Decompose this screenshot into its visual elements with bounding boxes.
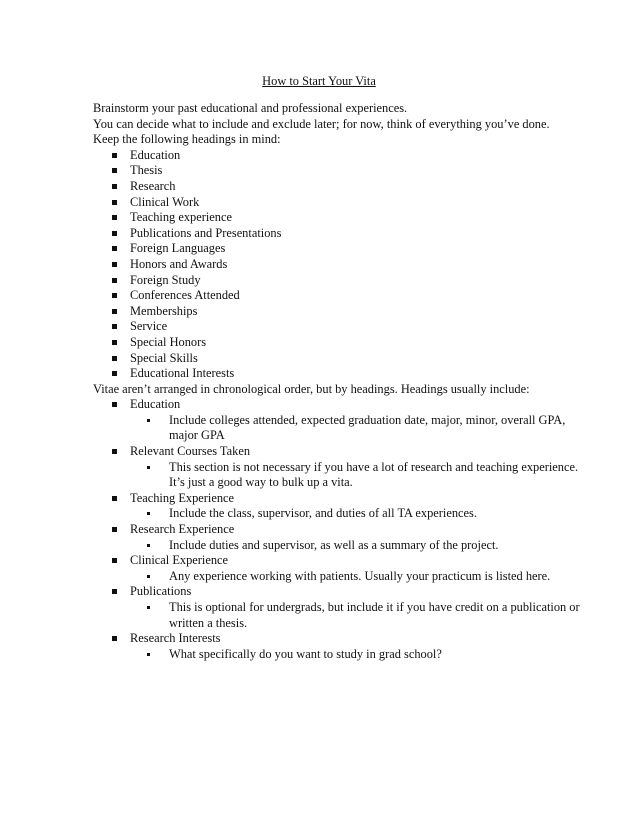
list-item bbox=[93, 273, 593, 289]
list-item-label: Educational Interests bbox=[130, 366, 235, 381]
square-bullet-icon bbox=[112, 278, 117, 283]
square-bullet-icon bbox=[112, 200, 117, 205]
sections-list bbox=[93, 397, 593, 662]
intro-line-1: Brainstorm your past educational and professional experiences. bbox=[93, 101, 408, 115]
small-bullet-icon bbox=[147, 544, 150, 547]
square-bullet-icon bbox=[112, 527, 117, 532]
list-item-label: Service bbox=[130, 319, 168, 334]
square-bullet-icon bbox=[112, 402, 117, 407]
list-item bbox=[93, 195, 593, 211]
square-bullet-icon bbox=[112, 246, 117, 251]
section-item bbox=[93, 631, 593, 662]
intro-line-3: Keep the following headings in mind: bbox=[93, 132, 281, 147]
section-note-text: This section is not necessary if you have a lot of research and teaching experience. It’s just a good way to bulk up a vita. bbox=[169, 459, 579, 490]
section-heading: Research Interests bbox=[130, 631, 221, 646]
list-item bbox=[93, 210, 593, 226]
square-bullet-icon bbox=[112, 496, 117, 501]
list-item bbox=[93, 304, 593, 320]
vitae-note: Vitae aren’t arranged in chronological order, but by headings. Headings usually include: bbox=[93, 381, 530, 396]
list-item-label: Education bbox=[130, 147, 181, 162]
section-item bbox=[93, 491, 593, 522]
section-note bbox=[130, 569, 593, 585]
small-bullet-icon bbox=[147, 466, 150, 469]
square-bullet-icon bbox=[112, 293, 117, 298]
section-note bbox=[130, 647, 593, 663]
square-bullet-icon bbox=[112, 356, 117, 361]
square-bullet-icon bbox=[112, 309, 117, 314]
small-bullet-icon bbox=[147, 575, 150, 578]
section-item bbox=[93, 397, 593, 444]
section-notes bbox=[130, 413, 593, 444]
square-bullet-icon bbox=[112, 449, 117, 454]
list-item-label: Teaching experience bbox=[130, 210, 232, 225]
list-item-label: Clinical Work bbox=[130, 194, 200, 209]
square-bullet-icon bbox=[112, 231, 117, 236]
headings-list bbox=[93, 148, 593, 382]
list-item-label: Honors and Awards bbox=[130, 256, 228, 271]
section-notes bbox=[130, 506, 593, 522]
document-body bbox=[93, 101, 593, 662]
list-item-label: Special Skills bbox=[130, 350, 198, 365]
square-bullet-icon bbox=[112, 262, 117, 267]
list-item bbox=[93, 366, 593, 382]
section-notes bbox=[130, 647, 593, 663]
square-bullet-icon bbox=[112, 153, 117, 158]
section-item bbox=[93, 553, 593, 584]
section-heading: Education bbox=[130, 397, 181, 412]
square-bullet-icon bbox=[112, 215, 117, 220]
list-item-label: Special Honors bbox=[130, 334, 207, 349]
section-item bbox=[93, 584, 593, 631]
section-note-text: Any experience working with patients. Usually your practicum is listed here. bbox=[169, 568, 551, 583]
list-item bbox=[93, 257, 593, 273]
list-item bbox=[93, 163, 593, 179]
list-item bbox=[93, 241, 593, 257]
list-item bbox=[93, 288, 593, 304]
square-bullet-icon bbox=[112, 168, 117, 173]
section-heading: Teaching Experience bbox=[130, 490, 235, 505]
small-bullet-icon bbox=[147, 653, 150, 656]
section-item bbox=[93, 522, 593, 553]
list-item bbox=[93, 148, 593, 164]
section-notes bbox=[130, 569, 593, 585]
square-bullet-icon bbox=[112, 184, 117, 189]
section-heading: Research Experience bbox=[130, 522, 235, 537]
section-heading: Relevant Courses Taken bbox=[130, 444, 251, 459]
section-notes bbox=[130, 538, 593, 554]
list-item-label: Foreign Study bbox=[130, 272, 201, 287]
list-item-label: Foreign Languages bbox=[130, 241, 226, 256]
section-notes bbox=[130, 600, 593, 631]
square-bullet-icon bbox=[112, 324, 117, 329]
section-note-text: Include duties and supervisor, as well as a summary of the project. bbox=[169, 537, 499, 552]
page-title: How to Start Your Vita bbox=[262, 74, 376, 88]
list-item-label: Thesis bbox=[130, 163, 163, 178]
section-note bbox=[130, 460, 593, 491]
list-item bbox=[93, 335, 593, 351]
small-bullet-icon bbox=[147, 419, 150, 422]
list-item-label: Conferences Attended bbox=[130, 288, 240, 303]
square-bullet-icon bbox=[112, 558, 117, 563]
section-note-text: This is optional for undergrads, but include it if you have credit on a publication or written a thesis. bbox=[169, 600, 580, 630]
section-note-text: What specifically do you want to study in grad school? bbox=[169, 646, 442, 661]
square-bullet-icon bbox=[112, 340, 117, 345]
list-item bbox=[93, 351, 593, 367]
section-note bbox=[130, 538, 593, 554]
small-bullet-icon bbox=[147, 606, 150, 609]
section-note-text: Include colleges attended, expected graduation date, major, minor, overall GPA, major GPA bbox=[169, 412, 566, 443]
section-note bbox=[130, 413, 593, 444]
square-bullet-icon bbox=[112, 589, 117, 594]
section-note bbox=[130, 600, 593, 631]
section-heading: Publications bbox=[130, 584, 192, 599]
list-item-label: Memberships bbox=[130, 303, 198, 318]
section-note bbox=[130, 506, 593, 522]
intro-line-2: You can decide what to include and exclude later; for now, think of everything you’ve done. bbox=[93, 116, 550, 131]
square-bullet-icon bbox=[112, 371, 117, 376]
list-item bbox=[93, 179, 593, 195]
section-item bbox=[93, 444, 593, 491]
section-heading: Clinical Experience bbox=[130, 553, 229, 568]
list-item bbox=[93, 319, 593, 335]
small-bullet-icon bbox=[147, 512, 150, 515]
list-item bbox=[93, 226, 593, 242]
section-note-text: Include the class, supervisor, and duties of all TA experiences. bbox=[169, 506, 477, 521]
section-notes bbox=[130, 460, 593, 491]
square-bullet-icon bbox=[112, 636, 117, 641]
list-item-label: Research bbox=[130, 178, 176, 193]
list-item-label: Publications and Presentations bbox=[130, 225, 282, 240]
